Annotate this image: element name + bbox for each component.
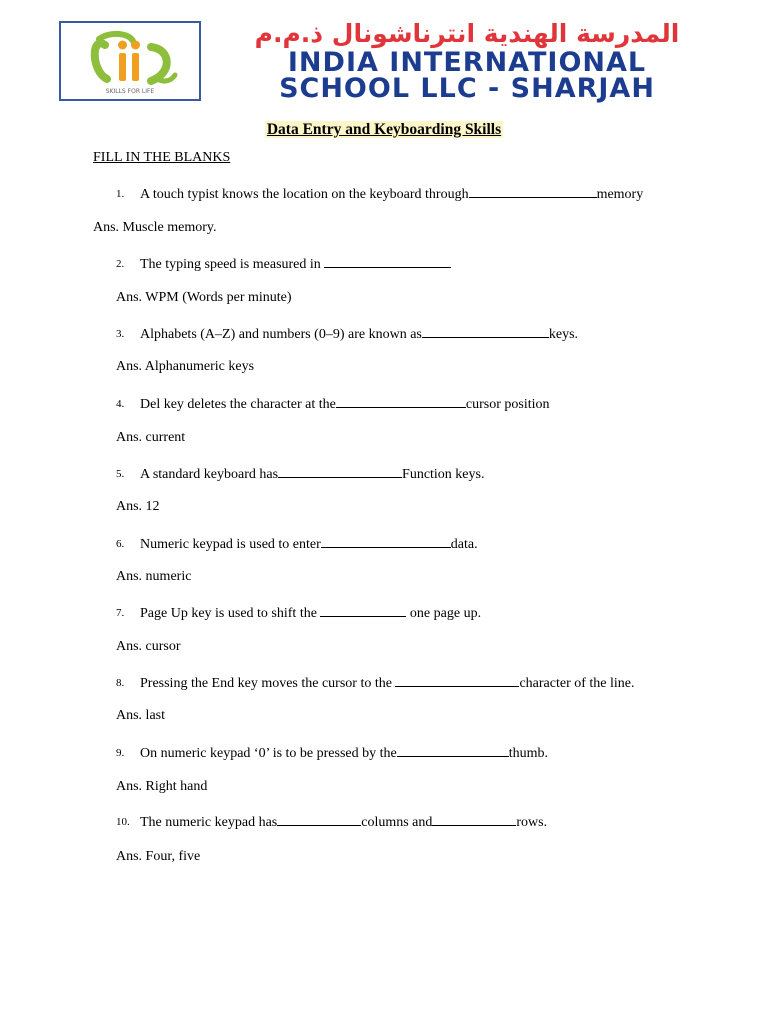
answer-blank: [324, 254, 451, 268]
document-title: Data Entry and Keyboarding Skills: [266, 121, 502, 138]
answer-6: Ans. numeric: [116, 569, 192, 584]
answer-blank: [278, 464, 402, 478]
school-header: [59, 21, 719, 103]
answer-blank: [432, 812, 516, 826]
answer-blank: [336, 394, 466, 408]
answer-blank: [469, 184, 597, 198]
answer-3: Ans. Alphanumeric keys: [116, 359, 255, 374]
school-name-arabic: المدرسة الهندية انترناشونال ذ.م.م: [254, 19, 680, 48]
section-heading: FILL IN THE BLANKS: [93, 150, 231, 165]
school-name-line2: SCHOOL LLC - SHARJAH: [279, 73, 655, 104]
answer-4: Ans. current: [116, 430, 186, 445]
answer-blank: [397, 743, 509, 757]
logo-caption: SKILLS FOR LIFE: [105, 88, 155, 95]
answer-2: Ans. WPM (Words per minute): [116, 290, 292, 305]
answer-1: Ans. Muscle memory.: [93, 220, 217, 235]
answer-10: Ans. Four, five: [116, 849, 201, 864]
answer-8: Ans. last: [116, 708, 165, 723]
school-name-line1: INDIA INTERNATIONAL: [287, 47, 647, 78]
answer-9: Ans. Right hand: [116, 779, 208, 794]
school-logo: [59, 21, 201, 101]
answer-blank: [277, 812, 361, 826]
answer-7: Ans. cursor: [116, 639, 181, 654]
answer-blank: [320, 603, 406, 617]
iis-logo-icon: [61, 23, 199, 99]
answer-5: Ans. 12: [116, 499, 160, 514]
answer-blank: [321, 534, 451, 548]
answer-blank: [395, 673, 519, 687]
answer-blank: [422, 324, 549, 338]
